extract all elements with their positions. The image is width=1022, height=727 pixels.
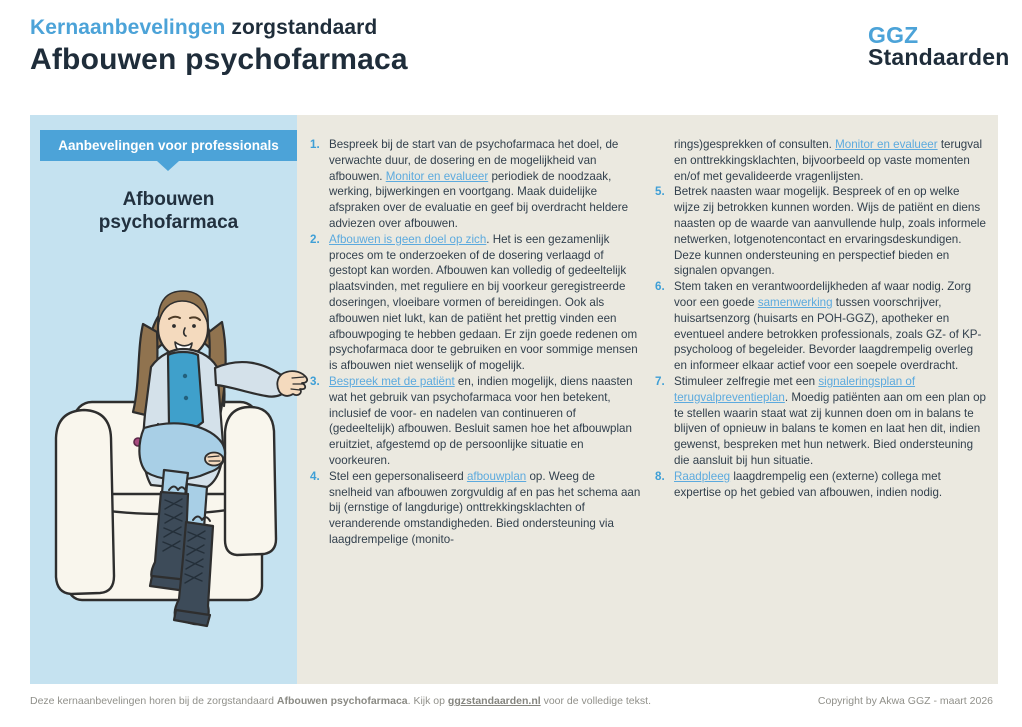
armchair-left-armrest: [56, 410, 114, 594]
header-zorgstandaard: zorgstandaard: [225, 16, 378, 39]
item-text: Stimuleer zelfregie met een signaleringsplan of terugvalpreventieplan. Moedig patiënten aan om een plan op te stellen waarin staat wat zij kunnen doen om in balans te blijven of opnieuw in balans te komen en laat hen dit, indien gewenst, bespreken met hun netwerk. Bied ondersteuning die aansluit bij hun situatie.: [674, 374, 986, 467]
armchair-right-armrest: [225, 407, 276, 555]
recommendation-column: [310, 137, 641, 548]
footer-bold-text: Afbouwen psychofarmaca: [276, 695, 408, 707]
item-number: 4.: [310, 469, 320, 483]
item-number: [655, 137, 670, 184]
sidebar-title-line1: Afbouwen: [122, 189, 215, 210]
item-number: 7.: [655, 374, 665, 388]
recommendation-item: [310, 137, 641, 232]
item-text: Stem taken en verantwoordelijkheden af waar nodig. Zorg voor een goede samenwerking tussen voorschrijver, huisartsenzorg (huisarts en POH-GGZ), apotheker en eventueel andere betrokken professionals, zoals GZ- of KP-psycholoog of begeleider. Bevorder laagdrempelig overleg en informeer elkaar actief voor een soepele overdracht.: [674, 280, 982, 373]
item-text: Stel een gepersonaliseerd afbouwplan op. Weeg de snelheid van afbouwen zorgvuldig af en pas het schema aan bij (ernstige of langdurige) onttrekkingsklachten of veranderende omstandigheden. Bied ondersteuning via laagdrempelige (monito-: [329, 469, 641, 546]
left-eye: [172, 324, 176, 328]
inline-link[interactable]: Raadpleeg: [674, 469, 731, 483]
recommendation-item: [655, 469, 986, 501]
recommendation-column: [655, 137, 986, 548]
inline-link[interactable]: afbouwplan: [466, 469, 527, 483]
page-title: Afbouwen psychofarmaca: [30, 43, 408, 76]
recommendation-item: [310, 232, 641, 374]
footer-text: voor de volledige tekst.: [540, 695, 651, 707]
footer-copyright: Copyright by Akwa GGZ - maart 2026: [817, 695, 993, 707]
sidebar-title-line2: psychofarmaca: [98, 212, 239, 233]
logo-standaarden-text: Standaarden: [868, 44, 1010, 70]
top-button-2: [184, 396, 188, 400]
top-button-1: [183, 374, 187, 378]
recommendation-item: [655, 137, 986, 184]
item-text: Bespreek bij de start van de psychofarmaca het doel, de verwachte duur, de dosering en de mogelijkheid van afbouwen. Monitor en evalueer periodiek de noodzaak, werking, bijwerkingen en voortgang. Maak duidelijke afspraken over de evaluatie en geef bij overdracht heldere adviezen over afbouwen.: [329, 138, 629, 230]
right-eye: [192, 324, 196, 328]
item-text: Raadpleeg laagdrempelig een (externe) collega met expertise op het gebied van afbouwen, indien nodig.: [674, 469, 943, 499]
logo-ggz-text: GGZ: [868, 22, 919, 48]
sidebar-banner: Aanbevelingen voor professionals: [40, 130, 297, 161]
sidebar-title: [40, 188, 297, 234]
resting-hand: [205, 453, 223, 466]
item-text: Bespreek met de patiënt en, indien mogelijk, diens naasten wat het gebruik van psychofarmaca voor hen betekent, inclusief de voor- en nadelen van continueren of (gedeeltelijk) afbouwen. Besluit samen hoe het afbouwplan eruitziet, afgestemd op de persoonlijke situatie en voorkeuren.: [329, 374, 633, 467]
inline-link[interactable]: samenwerking: [757, 295, 833, 309]
item-number: 5.: [655, 185, 665, 199]
footer-website-link[interactable]: ggzstandaarden.nl: [447, 695, 541, 707]
item-text: Betrek naasten waar mogelijk. Bespreek of en op welke wijze zij betrokken kunnen worden. Wijs de patiënt en diens naasten op de waarde van aanvullende hulp, zoals informele netwerken, lotgenotencontact en ervaringsdeskundigen. Deze kunnen ondersteuning en perspectief bieden en signalen opvangen.: [674, 185, 986, 278]
header-subtitle: [30, 16, 408, 40]
item-number: 6.: [655, 280, 665, 294]
footer-note: [30, 695, 651, 707]
recommendation-item: [310, 374, 641, 469]
footer-text: . Kijk op: [407, 695, 448, 707]
banner-pointer-triangle: [157, 161, 179, 171]
recommendations-columns: [310, 137, 986, 548]
item-text: Afbouwen is geen doel op zich. Het is een gezamenlijk proces om te onderzoeken of de dosering verlaagd of gestopt kan worden. Afbouwen kan volledig of gedeeltelijk plaatsvinden, met reguliere en bij voorkeur geregistreerde doseringen, vloeibare vormen of bereidingen. Ook als afbouwen niet lukt, kan de patiënt het prettig vinden een afbouwpoging te hebben gedaan. Er zijn goede redenen om psychofarmaca door te gebruiken en voor sommige mensen is afbouwen niet wenselijk of mogelijk.: [329, 232, 638, 373]
recommendation-item: [655, 184, 986, 279]
recommendation-item: [310, 469, 641, 548]
header-kernaanbevelingen: Kernaanbevelingen: [30, 16, 226, 39]
inline-link[interactable]: Monitor en evalueer: [835, 138, 938, 151]
blue-top: [168, 352, 203, 431]
ggz-standaarden-logo: [868, 24, 1010, 68]
item-number: 2.: [310, 232, 320, 246]
item-number: 1.: [310, 138, 320, 151]
item-number: 8.: [655, 469, 665, 483]
item-text: rings)gesprekken of consulten. Monitor en evalueer terugval en onttrekkingsklachten, bijvoorbeeld op vaste momenten en/of met gevalideerde vragenlijsten.: [674, 138, 983, 183]
inline-link[interactable]: Afbouwen is geen doel op zich: [329, 232, 487, 246]
recommendation-item: [655, 374, 986, 469]
inline-link[interactable]: signaleringsplan of terugvalpreventieplan: [674, 374, 916, 404]
recommendation-item: [655, 279, 986, 374]
illustration-woman-armchair: [30, 246, 312, 684]
inline-link[interactable]: Monitor en evalueer: [385, 169, 489, 183]
page-header: [30, 16, 408, 77]
inline-link[interactable]: Bespreek met de patiënt: [329, 374, 455, 388]
item-number: 3.: [310, 374, 320, 388]
footer-text: Deze kernaanbevelingen horen bij de zorgstandaard: [30, 695, 277, 707]
